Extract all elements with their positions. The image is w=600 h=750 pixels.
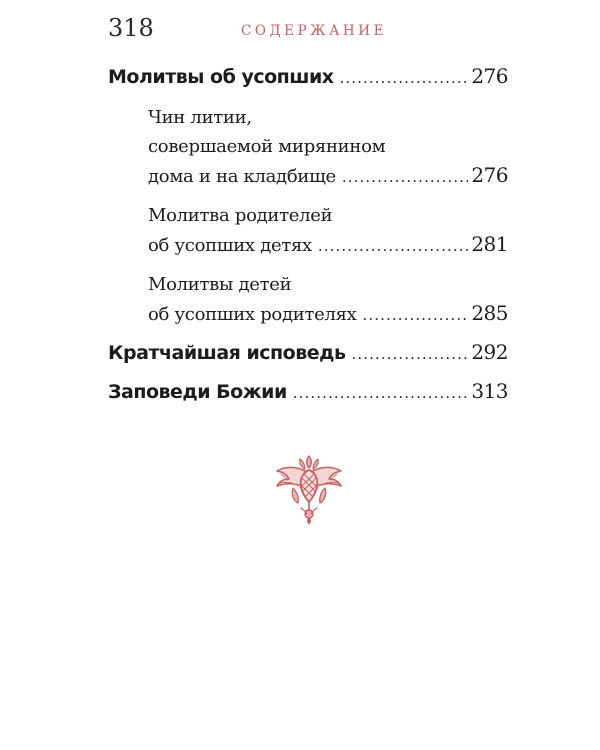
dot-leader [363, 301, 469, 330]
dot-leader [340, 63, 469, 93]
table-of-contents [108, 61, 508, 408]
toc-entry-title-line: дома и на кладбище [148, 166, 336, 187]
toc-entry-litiya[interactable] [108, 103, 508, 192]
toc-entry-title-line: совершаемой мирянином [148, 136, 386, 157]
toc-entry-title-line: об усопших родителях [148, 304, 357, 325]
toc-entry-title: Кратчайшая исповедь [108, 342, 346, 364]
toc-entry-title: Молитвы об усопших [108, 66, 334, 88]
toc-entry-title: Заповеди Божии [108, 381, 287, 403]
toc-entry-title-line: Чин литии, [148, 107, 252, 128]
section-title: СОДЕРЖАНИЕ [241, 23, 388, 39]
toc-entry-prayers-for-departed[interactable] [108, 61, 508, 93]
floral-vignette-icon [271, 450, 347, 526]
toc-entry-page: 276 [471, 163, 508, 187]
toc-entry-title-line: Молитва родителей [148, 205, 333, 226]
toc-entry-page: 285 [471, 301, 508, 325]
toc-entry-page: 281 [471, 232, 508, 256]
toc-entry-title-line: Молитвы детей [148, 274, 292, 295]
toc-entry-page: 292 [471, 340, 508, 364]
page-header [108, 12, 508, 48]
toc-entry-page: 276 [471, 64, 508, 88]
toc-entry-children-prayer[interactable] [108, 270, 508, 330]
toc-entry-commandments[interactable] [108, 376, 508, 408]
dot-leader [318, 232, 468, 261]
toc-entry-page: 313 [471, 379, 508, 403]
toc-entry-short-confession[interactable] [108, 337, 508, 369]
toc-entry-title-line: об усопших детях [148, 235, 312, 256]
dot-leader [342, 163, 468, 192]
dot-leader [351, 339, 468, 369]
toc-entry-parents-prayer[interactable] [108, 201, 508, 261]
dot-leader [293, 378, 469, 408]
page-number: 318 [108, 14, 154, 42]
